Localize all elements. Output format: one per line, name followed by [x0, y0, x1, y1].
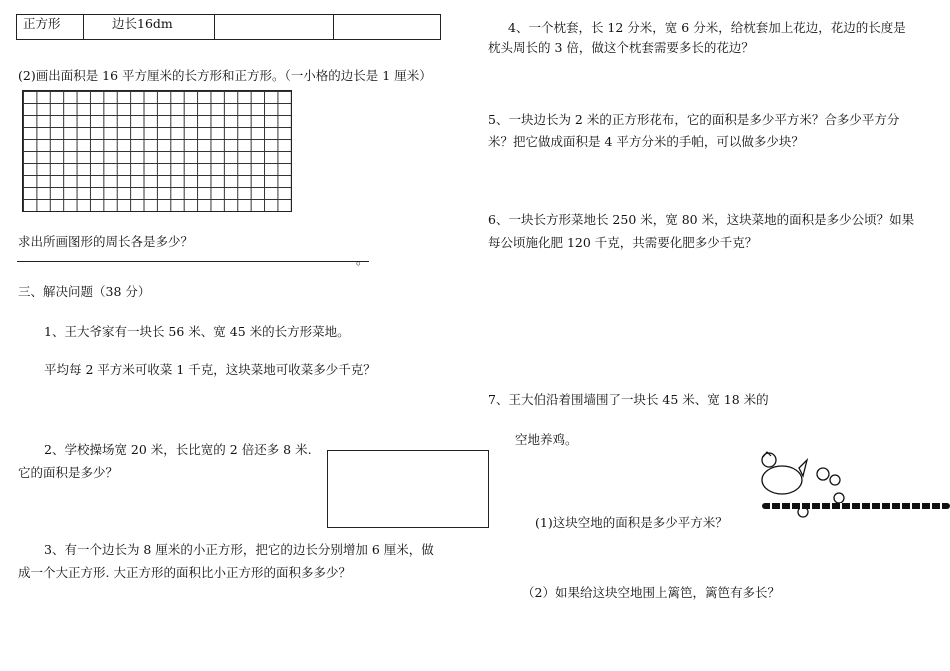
problem-7-sub1: (1)这块空地的面积是多少平方米？	[535, 515, 728, 530]
rectangle-figure	[327, 450, 489, 528]
problem-4-line2: 枕头周长的 3 倍，做这个枕套需要多长的花边？	[488, 40, 754, 55]
problem-7-line1: 7、王大伯沿着围墙围了一块长 45 米、宽 18 米的	[488, 392, 769, 407]
hen-icon	[762, 466, 802, 494]
problem-5-line1: 5、一块边长为 2 米的正方形花布，它的面积是多少平方米？合多少平方分	[488, 112, 900, 127]
table-row	[17, 15, 441, 40]
drawing-grid[interactable]	[22, 90, 292, 212]
fence-line	[762, 503, 950, 509]
problem-3-line2: 成一个大正方形. 大正方形的面积比小正方形的面积多多少？	[18, 565, 351, 580]
table-cell: 正方形	[17, 15, 84, 40]
problem-3-line1: 3、有一个边长为 8 厘米的小正方形，把它的边长分别增加 6 厘米，做	[44, 542, 434, 557]
problem-7-sub2: （2）如果给这块空地围上篱笆，篱笆有多长？	[522, 585, 780, 600]
question-2-2: (2)画出面积是 16 平方厘米的长方形和正方形。（一小格的边长是 1 厘米）	[18, 68, 432, 83]
problem-2-line2: 它的面积是多少？	[18, 465, 119, 480]
problem-4-line1: 4、一个枕套，长 12 分米，宽 6 分米，给枕套加上花边，花边的长度是	[508, 20, 906, 35]
chick-icon	[830, 475, 840, 485]
problem-7-line2: 空地养鸡。	[515, 432, 578, 447]
answer-cell[interactable]	[334, 15, 441, 40]
section-heading: 三、解决问题（38 分）	[18, 284, 151, 299]
answer-cell[interactable]	[215, 15, 334, 40]
problem-1-line2: 平均每 2 平方米可收菜 1 千克，这块菜地可收菜多少千克？	[44, 362, 376, 377]
table-cell: 边长16dm	[84, 15, 215, 40]
problem-6-line1: 6、一块长方形菜地长 250 米，宽 80 米，这块菜地的面积是多少公顷？如果	[488, 212, 915, 227]
shape-table	[16, 14, 441, 40]
problem-1-line1: 1、王大爷家有一块长 56 米、宽 45 米的长方形菜地。	[44, 324, 350, 339]
chick-icon	[817, 468, 829, 480]
problem-5-line2: 米？把它做成面积是 4 平方分米的手帕，可以做多少块？	[488, 134, 804, 149]
answer-end: 。	[356, 252, 369, 267]
problem-6-line2: 每公顷施化肥 120 千克，共需要化肥多少千克？	[488, 235, 758, 250]
chick-icon	[834, 493, 844, 503]
answer-line[interactable]	[17, 261, 369, 262]
chicken-illustration	[755, 446, 855, 521]
problem-2-line1: 2、学校操场宽 20 米，长比宽的 2 倍还多 8 米.	[44, 442, 312, 457]
perimeter-question: 求出所画图形的周长各是多少？	[18, 234, 194, 249]
